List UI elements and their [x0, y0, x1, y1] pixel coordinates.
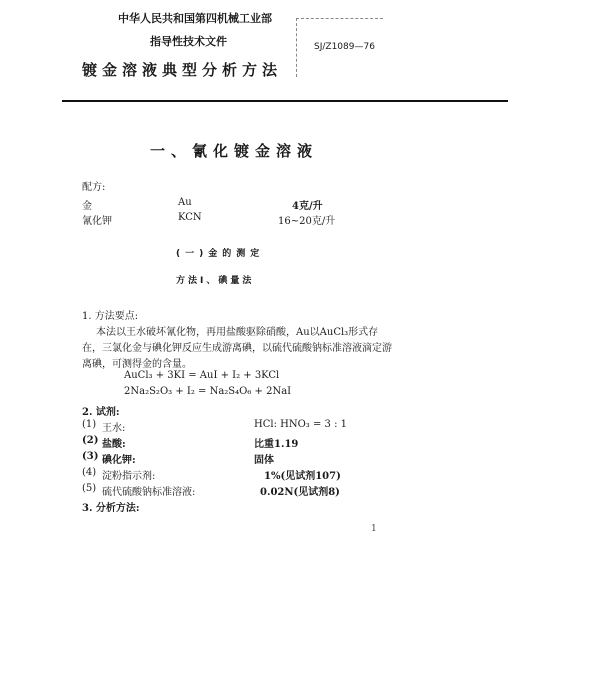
method-title: 方法Ⅰ、碘量法: [176, 276, 255, 286]
formula-name: 氰化钾: [82, 216, 112, 227]
reagent-name: 王水:: [102, 423, 126, 434]
header-rule: [62, 100, 508, 102]
reagent-name: 碘化钾:: [102, 455, 136, 466]
reagent-no: (4): [82, 467, 97, 478]
procedure-heading: 3. 分析方法:: [82, 503, 140, 514]
principle-text: 在，三氯化金与碘化钾反应生成游离碘，以硫代硫酸钠标准溶液滴定游: [82, 343, 392, 354]
reagent-value: 0.02N(见试剂8): [260, 487, 340, 498]
principle-text: 本法以王水破坏氰化物，再用盐酸驱除硝酸，Au以AuCl₃形式存: [96, 327, 379, 338]
reagent-no: (1): [82, 419, 97, 430]
formula-name: 金: [82, 201, 92, 212]
reagent-value: 固体: [254, 455, 274, 466]
formula-symbol: KCN: [178, 212, 202, 223]
page-number: 1: [371, 524, 377, 534]
section-title: 一、氰化镀金溶液: [150, 142, 319, 160]
equation: 2Na₂S₂O₃ + I₂ = Na₂S₄O₆ + 2NaI: [124, 386, 292, 397]
reagent-value: HCl: HNO₃ = 3 : 1: [254, 419, 347, 430]
formula-label: 配方:: [82, 182, 106, 193]
reagent-value: 比重1.19: [254, 439, 299, 450]
reagents-heading: 2. 试剂:: [82, 407, 120, 418]
reagent-name: 淀粉指示剂:: [102, 471, 156, 482]
formula-amount: 4克/升: [292, 201, 323, 212]
reagent-name: 硫代硫酸钠标准溶液:: [102, 487, 196, 498]
principle-text: 离碘，可测得金的含量。: [82, 359, 192, 370]
reagent-value: 1%(见试剂107): [264, 471, 341, 482]
document-type: 指导性技术文件: [150, 35, 227, 48]
principle-heading: 1. 方法要点:: [82, 311, 139, 322]
ministry-name: 中华人民共和国第四机械工业部: [118, 12, 272, 25]
formula-symbol: Au: [178, 197, 192, 208]
reagent-name: 盐酸:: [102, 439, 126, 450]
document-code: SJ/Z1089—76: [314, 42, 375, 52]
formula-amount: 16~20克/升: [278, 216, 336, 227]
equation: AuCl₃ + 3KI = AuI + I₂ + 3KCl: [124, 370, 280, 381]
subsection-title: (一)金的测定: [176, 249, 265, 259]
reagent-no: (5): [82, 483, 97, 494]
reagent-no: (3): [82, 451, 99, 462]
document-title: 镀金溶液典型分析方法: [82, 61, 283, 79]
reagent-no: (2): [82, 435, 99, 446]
